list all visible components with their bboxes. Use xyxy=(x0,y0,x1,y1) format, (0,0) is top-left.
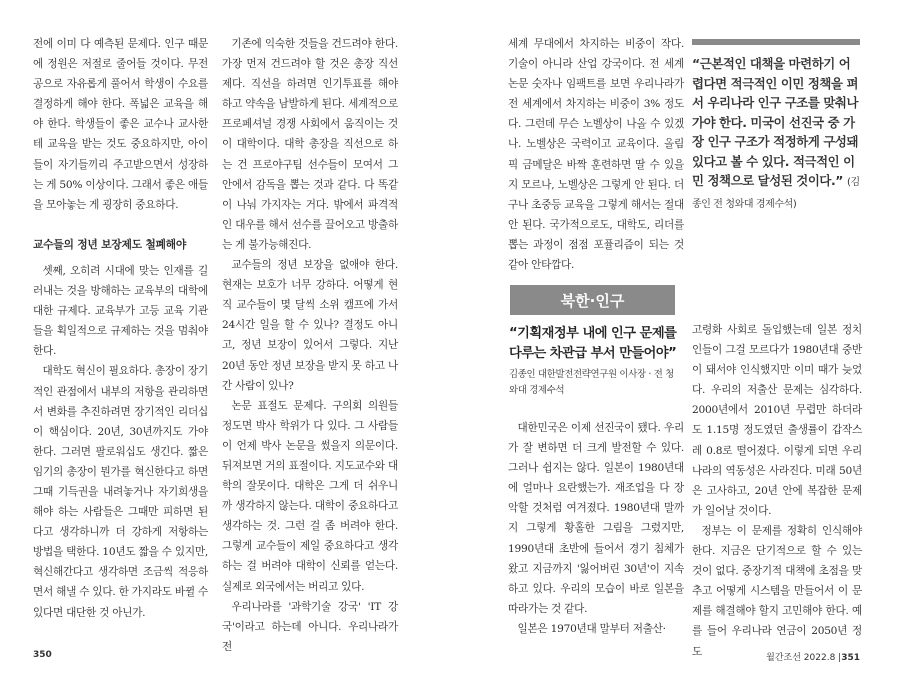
body-paragraph: 일본은 1970년대 말부터 저출산· xyxy=(517,622,666,635)
article-title: “기획재정부 내에 인구 문제를 다루는 차관급 부서 만들어야” xyxy=(509,326,677,361)
body-paragraph: 우리나라를 '과학기술 강국' 'IT 강국'이라고 하는데 아니다. 우리나라가 전 xyxy=(222,600,398,653)
right-column-article-1 xyxy=(508,418,684,639)
body-paragraph: 대학도 혁신이 필요하다. 총장이 장기적인 관점에서 내부의 저항을 관리하면서 변화를 추진하려면 장기적인 리더십이 핵심이다. 20년, 30년까지도 가야 한다. 그러면 팔로워십도 생긴다. 짧은 임기의 총장이 뭔가를 혁신한다고 하면 그때 기득권을 내려놓거나 자기희생을 해야 하는 사람들은 그때만 피하면 된다고 생각하니까 더 강하게 저항하는 방법을 택한다. 10년도 짧을 수 있지만, 혁신해간다고 생각하면 조금씩 적응하면서 해낼 수 있다. 한 가지라도 바뀔 수 있다면 대단한 것 아닌가. xyxy=(33,365,208,619)
body-paragraph: 교수들의 정년 보장을 없애야 한다. 현재는 보호가 너무 강하다. 어떻게 현직 교수들이 몇 달씩 소위 캠프에 가서 24시간 일을 할 수 있나? 결정도 아니고, 정년 보장이 있어서 그렇다. 지난 20년 동안 정년 보장을 받지 못 하고 나간 사람이 있나? xyxy=(222,259,398,392)
left-column-2 xyxy=(222,34,398,657)
magazine-folio: 월간조선 2022.8 | xyxy=(766,653,842,663)
section-subhead: 교수들의 정년 보장제도 철폐해야 xyxy=(33,237,187,251)
left-column-1 xyxy=(33,34,208,623)
section-label: 북한·인구 xyxy=(510,285,675,315)
body-paragraph: 전에 이미 다 예측된 문제다. 인구 때문에 정원은 저절로 줄어들 것이다. 무전공으로 자유롭게 풀어서 학생이 수요를 결정하게 해야 한다. 폭넓은 교육을 해야 한다. 학생들이 좋은 교수나 교사한테 교육을 받는 것도 중요하지만, 아이들이 자기들끼리 주고받으면서 성장하는 게 50% 이상이다. 그래서 좋은 애들을 모아놓는 게 굉장히 중요하다. xyxy=(33,38,208,211)
body-paragraph: 고령화 사회로 돌입했는데 일본 정치인들이 그걸 모르다가 1980년대 중반이 돼서야 인식했지만 이미 때가 늦었다. 우리의 저출산 문제는 심각하다. 2000년에서 2010년 무렵만 하더라도 1.15명 정도였던 출생률이 갑작스레 0.8로 떨어졌다. 이렇게 되면 우리나라의 역동성은 사라진다. 미래 50년은 고사하고, 20년 안에 복잡한 문제가 일어날 것이다. xyxy=(692,324,862,517)
body-paragraph: 논문 표절도 문제다. 구의회 의원들 정도면 박사 학위가 다 있다. 그 사람들이 언제 박사 논문을 썼을지 의문이다. 뒤져보면 거의 표절이다. 지도교수와 대학의 잘못이다. 대학은 그게 더 쉬우니까 생각하지 않는다. 대학이 중요하다고 생각하는 것. 그런 걸 좀 버려야 한다. 그렇게 교수들이 제일 중요하다고 생각하는 걸 버려야 대학이 신뢰를 얻는다. 실제로 외국에서는 버리고 있다. xyxy=(222,399,398,593)
body-paragraph: 정부는 이 문제를 정확히 인식해야 한다. 지금은 단기적으로 할 수 있는 것이 없다. 중장기적 대책에 초점을 맞추고 어떻게 시스템을 만들어서 이 문제를 해결해야 할지 고민해야 한다. 예를 들어 우리나라 연금이 2050년 정도 xyxy=(692,524,862,658)
pullquote xyxy=(692,54,860,214)
right-column-article-2 xyxy=(692,320,862,662)
body-paragraph: 셋째, 오히려 시대에 맞는 인재를 길러내는 것을 방해하는 교육부의 대학에 대한 규제다. 교육부가 고등 교육 기관들을 획일적으로 규제하는 것을 멈춰야 한다. xyxy=(33,264,208,358)
body-paragraph: 대한민국은 이제 선진국이 됐다. 우리가 잘 변하면 더 크게 발전할 수 있다. 그러나 쉽지는 않다. 일본이 1980년대에 얼마나 요란했는가. 재조업을 다 장악할 것처럼 여겨졌다. 1980년대 말까지 그렇게 황홀한 그림을 그렸지만, 1990년대 초반에 들어서 경기 침체가 왔고 지금까지 '잃어버린 30년'이 지속하고 있다. 우리의 모습이 바로 일본을 따라가는 것 같다. xyxy=(508,422,684,615)
body-paragraph: 기존에 익숙한 것들을 건드려야 한다. 가장 먼저 건드려야 할 것은 총장 직선제다. 직선을 하려면 인기투표를 해야 하고 약속을 남발하게 된다. 세계적으로 프로페셔널 경쟁 사회에서 움직이는 것이 대학이다. 대학 총장을 직선으로 하는 건 프로야구팀 선수들이 모여서 그 안에서 감독을 뽑는 것과 같다. 다 똑같이 나눠 가지자는 거다. 밖에서 파격적인 대우를 해서 선수를 끌어오고 방출하는 게 불가능해진다. xyxy=(222,38,398,251)
page-folio-right xyxy=(766,650,860,663)
pullquote-text: “근본적인 대책을 마련하기 어렵다면 적극적인 이민 정책을 펴서 우리나라 인구 구조를 맞춰나가야 한다. 미국이 선진국 중 가장 인구 구조가 적정하게 구성돼 있다고 볼 수 있다. 적극적인 이민 정책으로 달성된 것이다.” xyxy=(692,56,859,188)
pullquote-attribution: (김종인 전 청와대 경제수석) xyxy=(692,177,860,210)
pullquote-rule xyxy=(692,39,860,45)
right-column-1 xyxy=(508,34,684,275)
article-byline: 김종인 대한발전전략연구원 이사장 · 전 청와대 경제수석 xyxy=(509,369,674,396)
page-number-right: 351 xyxy=(841,653,860,663)
page-number-left: 350 xyxy=(33,650,52,660)
body-paragraph: 세계 무대에서 차지하는 비중이 작다. 기술이 아니라 산업 강국이다. 전 세계 논문 숫자나 임팩트를 보면 우리나라가 전 세계에서 차지하는 비중이 3% 정도다. 그런데 무슨 노벨상이 나올 수 있겠나. 노벨상은 국력이고 교육이다. 올림픽 금메달은 바짝 훈련하면 딸 수 있을지 모르나, 노벨상은 그렇게 안 된다. 더구나 초중등 교육을 그렇게 해서는 절대 안 된다. 국가적으로도, 대학도, 리더를 뽑는 과정이 점점 포퓰리즘이 되는 것 같아 안타깝다. xyxy=(508,38,684,272)
